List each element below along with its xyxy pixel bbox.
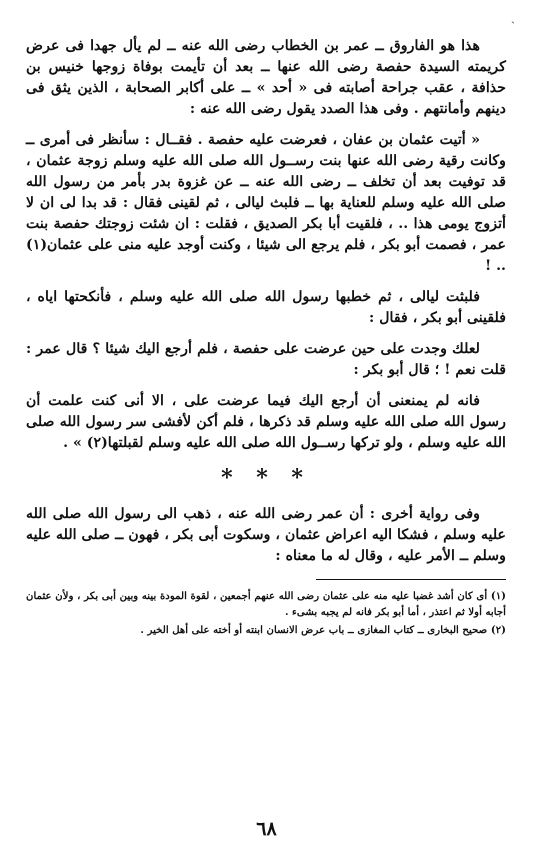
paragraph-quote-continued: فلبثت ليالى ، ثم خطبها رسول الله صلى الله عليه وسلم ، فأنكحتها اياه ، فلقينى أبو بكر ، فقال :: [26, 289, 506, 326]
page-body: [26, 36, 506, 640]
paragraph-intro: هذا هو الفاروق ــ عمر بن الخطاب رضى الله عنه ــ لم يأل جهدا فى عرض كريمته السيدة حفصة رضى الله عنها ــ بعد أن تأيمت بوفاة زوجها خنيس بن حذافة ، عقب جراحة أصابته فى « أحد » ــ على أكابر الصحابة ، الذين يثق فى دينهم وأمانتهم . وفى هذا الصدد يقول رضى الله عنه :: [26, 38, 506, 117]
corner-mark: ˎ: [511, 10, 515, 24]
footnote-1: (١) أى كان أشد غضبا عليه منه على عثمان رضى الله عنهم أجمعين ، لقوة المودة بينه وبين أبى بكر ، ولأن عثمان أجابه أولا ثم اعتذر ، أما أبو بكر فانه لم يجبه بشىء .: [26, 590, 506, 618]
paragraph-quote-start: « أتيت عثمان بن عفان ، فعرضت عليه حفصة . فقــال : سأنظر فى أمرى ــ وكانت رقية رضى الله عنها بنت رســول الله صلى الله عليه وسلم زوجة عثمان ، قد توفيت بعد أن تخلف ــ رضى الله عنه ــ عن غزوة بدر بأمر من رسول الله صلى الله عليه وسلم للعناية بها ــ فلبث ليالى ، ثم لقينى فقال : قد بدا لى ان لا أتزوج يومى هذا .. ، فلقيت أبا بكر الصديق ، فقلت : ان شئت زوجتك حفصة بنت عمر ، فصمت أبو بكر ، فلم يرجع الى شيئا ، وكنت أوجد عليه منى على عثمان(١) .. !: [26, 132, 506, 274]
paragraph-abubakr-answer: فانه لم يمنعنى أن أرجع اليك فيما عرضت على ، الا أنى كنت علمت أن رسول الله صلى الله عليه وسلم قد ذكرها ، فلم أكن لأفشى سر رسول الله صلى الله عليه وسلم ، ولو تركها رســول الله صلى الله عليه وسلم لقبلتها(٢) » .: [26, 393, 506, 451]
section-separator: * * *: [221, 465, 311, 491]
paragraph-abubakr-question: لعلك وجدت على حين عرضت على حفصة ، فلم أرجع اليك شيئا ؟ قال عمر : قلت نعم ! ؛ قال أبو بكر :: [26, 341, 506, 378]
footnote-2: (٢) صحيح البخارى ــ كتاب المغازى ــ باب عرض الانسان ابنته أو أخته على أهل الخير .: [140, 624, 506, 636]
footnote-divider: [316, 579, 506, 580]
paragraph-other-narration: وفى رواية أخرى : أن عمر رضى الله عنه ، ذهب الى رسول الله صلى الله عليه وسلم ، فشكا اليه اعراض عثمان ، وسكوت أبى بكر ، فهون ــ صلى الله عليه وسلم ــ الأمر عليه ، وقال له ما معناه :: [26, 506, 506, 564]
page-number: ٦٨: [256, 818, 277, 840]
